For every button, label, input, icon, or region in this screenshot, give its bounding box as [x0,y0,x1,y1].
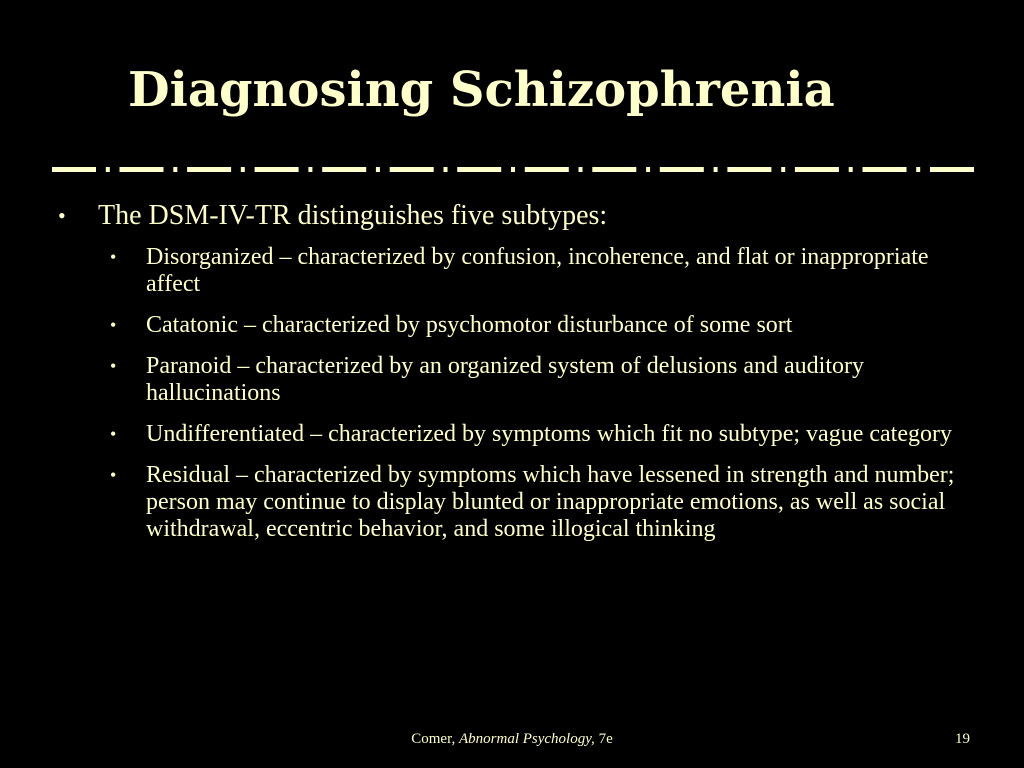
subtype-item-disorganized [110,244,968,298]
divider-dot [376,167,380,172]
bullet-icon: • [110,356,117,376]
subtype-item-undifferentiated [110,421,968,448]
subtype-list [58,244,968,543]
slide-content [58,198,968,557]
divider-dot [646,167,650,172]
bullet-icon: • [110,424,117,444]
bullet-icon: • [110,465,117,485]
subtype-text: Undifferentiated – characterized by symptoms which fit no subtype; vague category [146,421,952,447]
divider-dot [444,167,448,172]
bullet-icon: • [58,203,66,228]
divider-dot [308,167,312,172]
divider-dash [52,167,96,172]
subtype-text: Disorganized – characterized by confusion, incoherence, and flat or inappropriate affect [146,244,929,297]
footer-book-title: Abnormal Psychology, [458,731,595,747]
subtype-item-residual [110,462,968,543]
divider-dash [390,167,434,172]
subtype-text: Paranoid – characterized by an organized system of delusions and auditory hallucinations [146,353,864,406]
footer-edition: 7e [598,731,613,747]
divider-dash [727,167,771,172]
divider-dot [173,167,177,172]
divider-dash [863,167,907,172]
decorative-divider [52,164,974,174]
divider-dot [916,167,920,172]
divider-dot [511,167,515,172]
divider-dash [322,167,366,172]
bullet-icon: • [110,315,117,335]
footer-citation [0,730,1024,748]
divider-dot [241,167,245,172]
divider-dot [106,167,110,172]
divider-dash [592,167,636,172]
divider-dash [187,167,231,172]
divider-dash [457,167,501,172]
slide-title: Diagnosing Schizophrenia [128,62,835,118]
divider-dash [795,167,839,172]
divider-dot [781,167,785,172]
page-number: 19 [955,731,970,747]
subtype-item-paranoid [110,353,968,407]
bullet-icon: • [110,247,117,267]
divider-dash [660,167,704,172]
divider-dash [930,167,974,172]
divider-dot [849,167,853,172]
footer-author: Comer, [411,731,456,747]
main-bullet-item [58,198,968,234]
main-bullet-text: The DSM-IV-TR distinguishes five subtypes: [98,200,608,231]
divider-dash [255,167,299,172]
divider-dash [525,167,569,172]
subtype-text: Catatonic – characterized by psychomotor disturbance of some sort [146,312,793,338]
divider-dot [714,167,718,172]
subtype-item-catatonic [110,312,968,339]
divider-dot [579,167,583,172]
divider-dash [120,167,164,172]
subtype-text: Residual – characterized by symptoms which have lessened in strength and number; person may continue to display blunted or inappropriate emotions, as well as social withdrawal, eccentric behavior, and some illogical thinking [146,462,955,542]
